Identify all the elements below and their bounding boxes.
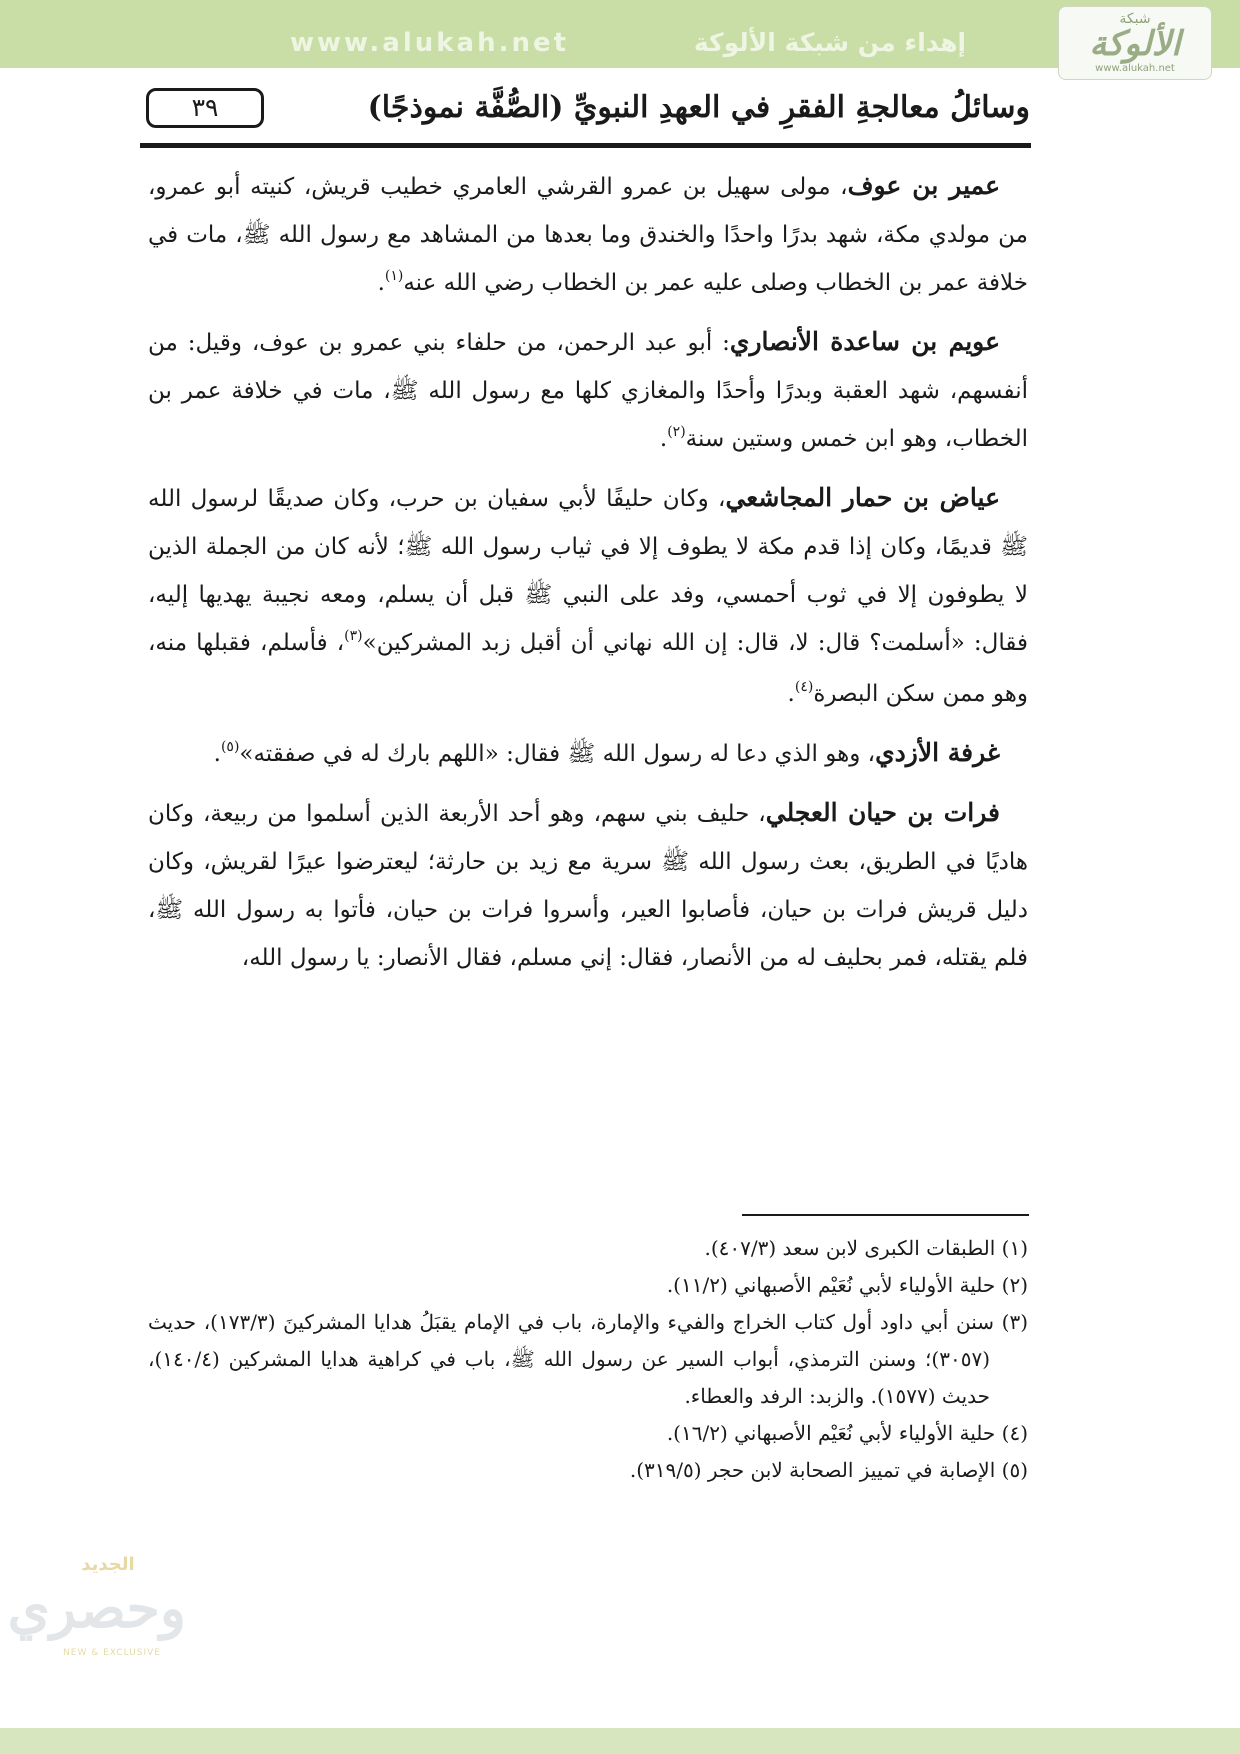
entry-text: ، وهو الذي دعا له رسول الله ﷺ فقال: «اللهم بارك له في صفقته» [239,741,876,767]
entry-name: فرات بن حيان العجلي [765,798,1000,827]
footnote-item: (٥) الإصابة في تمييز الصحابة لابن حجر (٣١٩/٥). [629,1458,1028,1482]
logo-top-text: شبكة [1119,11,1151,27]
new-exclusive-badge [7,1548,186,1668]
badge-arabic-main: وحصري [7,1576,186,1640]
footnote-item: (٣) سنن أبي داود أول كتاب الخراج والفيء والإمارة، باب في الإمام يقبَلُ هدايا المشركينَ (١٧٣/٣)، حديث (٣٠٥٧)؛ وسنن الترمذي، أبواب السير عن رسول الله ﷺ، باب في كراهية هدايا المشركين (١٤٠/٤)، حديث (١٥٧٧). والزبد: الرفد والعطاء. [148,1310,1028,1408]
page-header [140,84,1030,144]
footnotes [148,1230,1028,1489]
entry-name: عمير بن عوف [847,171,1001,200]
entry-name: عويم بن ساعدة الأنصاري [729,327,1000,356]
logo-url-text: www.alukah.net [1095,63,1175,74]
running-title: وسائلُ معالجةِ الفقرِ في العهدِ النبويِّ (الصُّفَّة نموذجًا) [367,90,1030,125]
footnote-item: (١) الطبقات الكبرى لابن سعد (٤٠٧/٣). [704,1236,1028,1260]
entry-text: . [213,741,221,767]
entry-text: . [659,426,668,452]
footnote-ref[interactable]: (٣) [344,628,363,644]
entry-paragraph [148,789,1028,982]
entry-paragraph [148,162,1028,310]
footnote-ref[interactable]: (٢) [667,424,686,440]
footnote-ref[interactable]: (١) [384,268,404,284]
footnote-item: (٢) حلية الأولياء لأبي نُعَيْم الأصبهاني (١١/٢). [666,1273,1028,1297]
footnote-ref[interactable]: (٥) [220,739,240,755]
page-number: ٣٩ [146,88,264,128]
banner-url: www.alukah.net [290,28,570,58]
entry-text: ، حليف بني سهم، وهو أحد الأربعة الذين أسلموا من ربيعة، وكان هاديًا في الطريق، بعث رسول الله ﷺ سرية مع زيد بن حارثة؛ ليعترضوا عيرًا لقريش، وكان دليل قريش فرات بن حيان، فأصابوا العير، وأسروا فرات بن حيان، فأتوا به رسول الله ﷺ، فلم يقتله، فمر بحليف له من الأنصار، فقال: إني مسلم، فقال الأنصار: يا رسول الله، [148,801,1028,971]
bottom-bar [0,1728,1240,1754]
alukah-logo [1058,6,1212,80]
entry-text: : أبو عبد الرحمن، من حلفاء بني عمرو بن عوف، وقيل: من أنفسهم، شهد العقبة وبدرًا وأحدًا والمغازي كلها مع رسول الله ﷺ، مات في خلافة عمر بن الخطاب، وهو ابن خمس وستين سنة [148,330,1028,452]
entry-name: عياض بن حمار المجاشعي [725,483,1000,512]
footnote-rule [742,1214,1029,1216]
footnote-ref[interactable]: (٤) [794,679,814,695]
entry-name: غرفة الأزدي [875,738,1000,767]
body-text [148,162,1028,990]
entry-text: ، مولى سهيل بن عمرو القرشي العامري خطيب قريش، كنيته أبو عمرو، من مولدي مكة، شهد بدرًا واحدًا والخندق وما بعدها من المشاهد مع رسول الله ﷺ، مات في خلافة عمر بن الخطاب وصلى عليه عمر بن الخطاب رضي الله عنه [148,174,1028,296]
top-banner [0,0,1240,68]
entry-paragraph [148,729,1028,781]
header-rule [140,143,1031,148]
entry-paragraph [148,474,1028,721]
badge-english: NEW & EXCLUSIVE [63,1648,161,1658]
entry-text: . [377,270,385,296]
banner-gift-text: إهداء من شبكة الألوكة [693,28,967,57]
entry-text: ، وكان حليفًا لأبي سفيان بن حرب، وكان صديقًا لرسول الله ﷺ قديمًا، وكان إذا قدم مكة لا يطوف إلا في ثياب رسول الله ﷺ؛ لأنه كان من الجملة الذين لا يطوفون إلا في ثوب أحمسي، وفد على النبي ﷺ قبل أن يسلم، ومعه نجيبة يهديها إليه، فقال: «أسلمت؟ قال: لا، قال: إن الله نهاني أن أقبل زبد المشركين» [148,486,1028,656]
entry-text: . [787,681,795,707]
logo-main-text: الألوكة [1089,24,1181,64]
entry-text: ، فأسلم، فقبلها منه، وهو ممن سكن البصرة [148,630,1028,707]
badge-arabic-top: الجديد [81,1554,135,1575]
entry-paragraph [148,318,1028,466]
footnote-item: (٤) حلية الأولياء لأبي نُعَيْم الأصبهاني (١٦/٢). [666,1421,1028,1445]
